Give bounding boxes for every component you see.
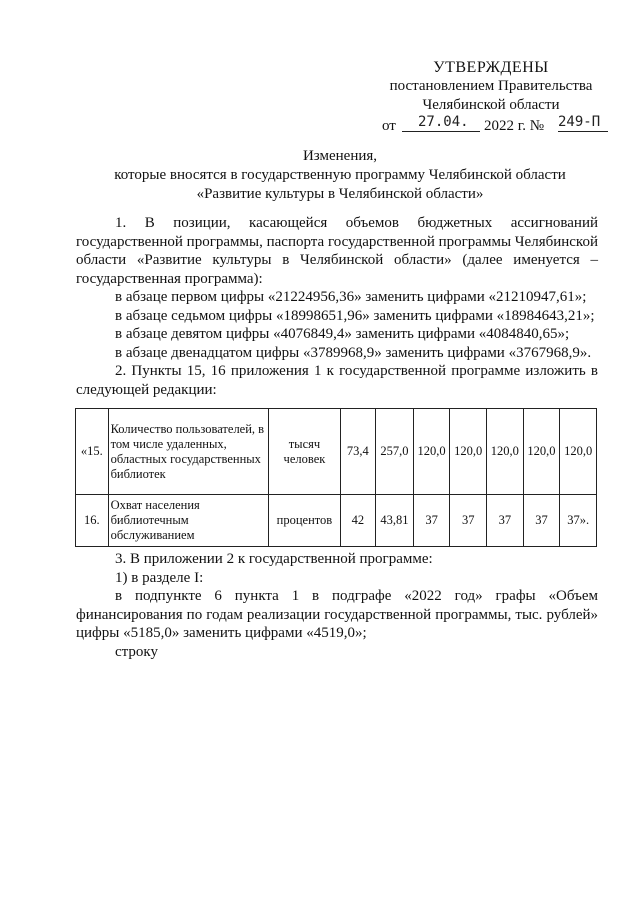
approval-line-2: Челябинской области [422, 97, 560, 113]
value-cell: 120,0 [413, 409, 450, 495]
approval-stamp [360, 58, 622, 137]
approval-title: УТВЕРЖДЕНЫ [433, 59, 549, 76]
table-row [76, 409, 597, 495]
paragraph-5: в абзаце двенадцатом цифры «3789968,9» заменить цифрами «3767968,9». [115, 344, 592, 361]
indicator-name: Охват населения библиотечным обслуживанием [108, 495, 269, 547]
value-cell: 37 [413, 495, 450, 547]
table-row [76, 495, 597, 547]
value-cell: 73,4 [340, 409, 376, 495]
paragraph-2: в абзаце первом цифры «21224956,36» заменить цифрами «21210947,61»; [115, 289, 587, 305]
row-number: «15. [76, 409, 109, 495]
value-cell: 37 [523, 495, 560, 547]
value-cell: 42 [340, 495, 376, 547]
value-cell: 120,0 [560, 409, 597, 495]
indicators-table [75, 408, 597, 547]
paragraph-3: в абзаце седьмом цифры «18998651,96» заменить цифрами «18984643,21»; [115, 307, 595, 324]
value-cell: 37 [450, 495, 487, 547]
heading-line-2: которые вносятся в государственную программу Челябинской области [114, 167, 566, 183]
paragraph-6: 2. Пункты 15, 16 приложения 1 к государственной программе изложить в следующей редакции: [76, 363, 598, 398]
approval-line-1: постановлением Правительства [389, 78, 593, 94]
paragraph-4: в абзаце девятом цифры «4076849,4» заменить цифрами «4084840,65»; [115, 326, 570, 342]
unit-cell: процентов [269, 495, 340, 547]
value-cell: 37 [487, 495, 524, 547]
value-cell: 257,0 [376, 409, 414, 495]
date-prefix: от [382, 118, 396, 134]
unit-cell: тысяч человек [269, 409, 340, 495]
value-cell: 37». [560, 495, 597, 547]
paragraph-7: 3. В приложении 2 к государственной программе: [115, 551, 433, 567]
paragraph-8: 1) в разделе I: [115, 569, 204, 586]
indicator-name: Количество пользователей, в том числе удаленных, областных государственных библиотек [108, 409, 269, 495]
paragraph-10: строку [115, 643, 158, 660]
section-3 [76, 550, 598, 661]
heading-line-1: Изменения, [302, 148, 378, 164]
year-text: 2022 г. № [484, 118, 545, 134]
value-cell: 120,0 [487, 409, 524, 495]
paragraph-1: 1. В позиции, касающейся объемов бюджетных ассигнований государственной программы, паспорта государственной программы Челябинской области «Развитие культуры в Челябинской области» (далее именуется – государственная программа): [76, 215, 598, 287]
row-number: 16. [76, 495, 109, 547]
handwritten-number: 249-П [558, 114, 601, 130]
value-cell: 43,81 [376, 495, 414, 547]
document-heading [60, 147, 620, 204]
heading-line-3: «Развитие культуры в Челябинской области» [196, 186, 484, 202]
value-cell: 120,0 [523, 409, 560, 495]
handwritten-date: 27.04. [418, 114, 469, 130]
section-1 [76, 214, 598, 399]
approval-date-line [360, 115, 622, 137]
paragraph-9: в подпункте 6 пункта 1 в подграфе «2022 год» графы «Объем финансирования по годам реализации государственной программы, тыс. рублей» цифры «5185,0» заменить цифрами «4519,0»; [76, 588, 598, 641]
value-cell: 120,0 [450, 409, 487, 495]
